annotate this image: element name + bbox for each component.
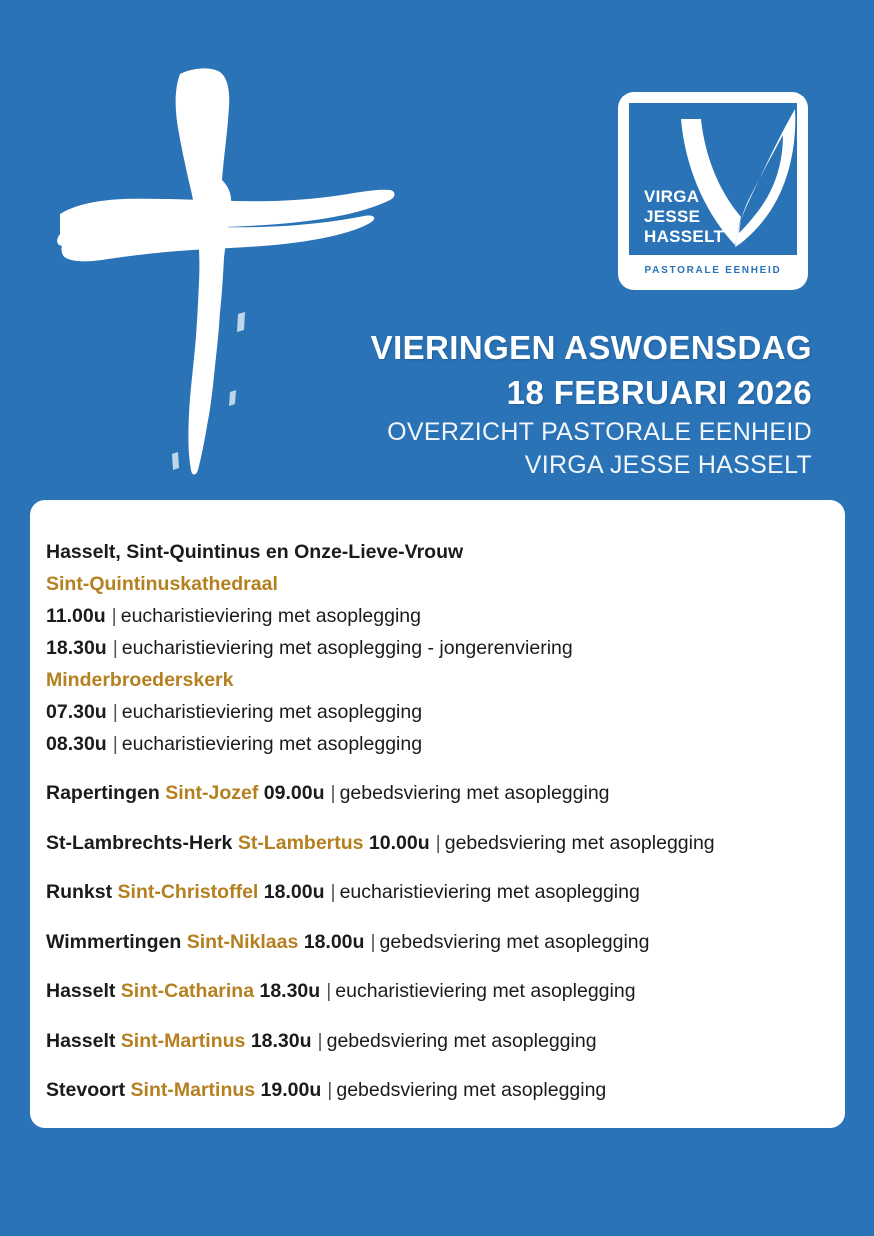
service-row — [46, 600, 827, 632]
separator: | — [317, 1029, 323, 1052]
separator: | — [326, 980, 332, 1002]
parish-name: Wimmertingen — [46, 930, 182, 953]
service-time: 07.30u — [46, 701, 107, 723]
separator: | — [330, 782, 336, 804]
poster-title-block — [371, 326, 812, 482]
church-name: Sint-Niklaas — [186, 930, 299, 953]
page-date: 18 FEBRUARI 2026 — [506, 373, 812, 411]
separator: | — [112, 733, 118, 755]
parish-name: Stevoort — [46, 1079, 126, 1101]
parish-name: Rapertingen — [46, 782, 160, 804]
parish-name: Runkst — [46, 881, 113, 903]
service-time: 18.30u — [250, 1029, 312, 1052]
separator: | — [112, 701, 118, 723]
service-description: eucharistieviering met asoplegging - jongerenviering — [121, 637, 573, 659]
logo-word-1: VIRGA — [644, 187, 700, 206]
service-description: eucharistieviering met asoplegging — [120, 605, 421, 627]
service-entry — [46, 828, 827, 860]
church-name: Sint-Martinus — [120, 1029, 246, 1052]
service-row — [46, 696, 827, 728]
group-heading — [46, 536, 827, 568]
service-entry — [46, 778, 827, 810]
logo-word-3: HASSELT — [644, 227, 725, 247]
group-heading-label: Hasselt, Sint-Quintinus en Onze-Lieve-Vrouw — [46, 541, 464, 563]
church-name: Sint-Jozef — [165, 782, 259, 804]
service-entry — [46, 927, 827, 959]
church-name: Sint-Martinus — [130, 1079, 256, 1101]
church-name: Sint-Catharina — [120, 980, 255, 1002]
service-description: gebedsviering met asoplegging — [379, 930, 650, 953]
service-description: eucharistieviering met asoplegging — [335, 980, 636, 1002]
service-description: eucharistieviering met asoplegging — [121, 733, 423, 755]
church-name: St-Lambertus — [237, 831, 364, 854]
service-entry — [46, 877, 827, 909]
logo-mark-panel — [629, 103, 797, 255]
parish-name: St-Lambrechts-Herk — [46, 831, 233, 854]
separator: | — [330, 881, 336, 903]
church-heading — [46, 568, 827, 600]
service-time: 18.00u — [263, 881, 325, 903]
service-description: eucharistieviering met asoplegging — [121, 701, 423, 723]
service-time: 18.30u — [46, 637, 107, 659]
parish-name: Hasselt — [46, 980, 116, 1002]
service-time: 19.00u — [260, 1079, 322, 1101]
parish-name: Hasselt — [46, 1029, 116, 1052]
service-description: gebedsviering met asoplegging — [326, 1029, 597, 1052]
service-description: gebedsviering met asoplegging — [336, 1079, 607, 1101]
church-name: Sint-Quintinuskathedraal — [46, 573, 278, 595]
separator: | — [112, 637, 118, 659]
church-heading — [46, 664, 827, 696]
page-subtitle-2: VIRGA JESSE HASSELT — [524, 451, 812, 479]
logo-wordmark — [644, 187, 724, 248]
church-name: Sint-Christoffel — [117, 881, 259, 903]
church-name: Minderbroederskerk — [46, 669, 234, 691]
separator: | — [111, 605, 117, 627]
service-time: 08.30u — [46, 733, 107, 755]
service-time: 11.00u — [46, 605, 106, 627]
service-description: gebedsviering met asoplegging — [339, 782, 610, 804]
service-row — [46, 632, 827, 664]
service-description: eucharistieviering met asoplegging — [339, 881, 640, 903]
service-time: 18.00u — [303, 930, 365, 953]
virga-jesse-logo — [618, 92, 808, 290]
service-entry — [46, 1075, 827, 1107]
services-card — [30, 500, 845, 1128]
service-entry — [46, 1026, 827, 1058]
service-row — [46, 728, 827, 760]
service-time: 09.00u — [263, 782, 325, 804]
service-time: 18.30u — [259, 980, 321, 1002]
page-subtitle-1: OVERZICHT PASTORALE EENHEID — [387, 417, 812, 446]
logo-subtitle: PASTORALE EENHEID — [644, 265, 782, 276]
separator: | — [370, 930, 376, 953]
separator: | — [435, 831, 441, 854]
service-time: 10.00u — [368, 831, 430, 854]
service-entry — [46, 976, 827, 1008]
service-description: gebedsviering met asoplegging — [444, 831, 715, 854]
page-title: VIERINGEN ASWOENSDAG — [370, 329, 812, 366]
logo-word-2: JESSE — [644, 207, 701, 227]
separator: | — [327, 1079, 333, 1101]
ash-cross-icon — [52, 62, 402, 492]
